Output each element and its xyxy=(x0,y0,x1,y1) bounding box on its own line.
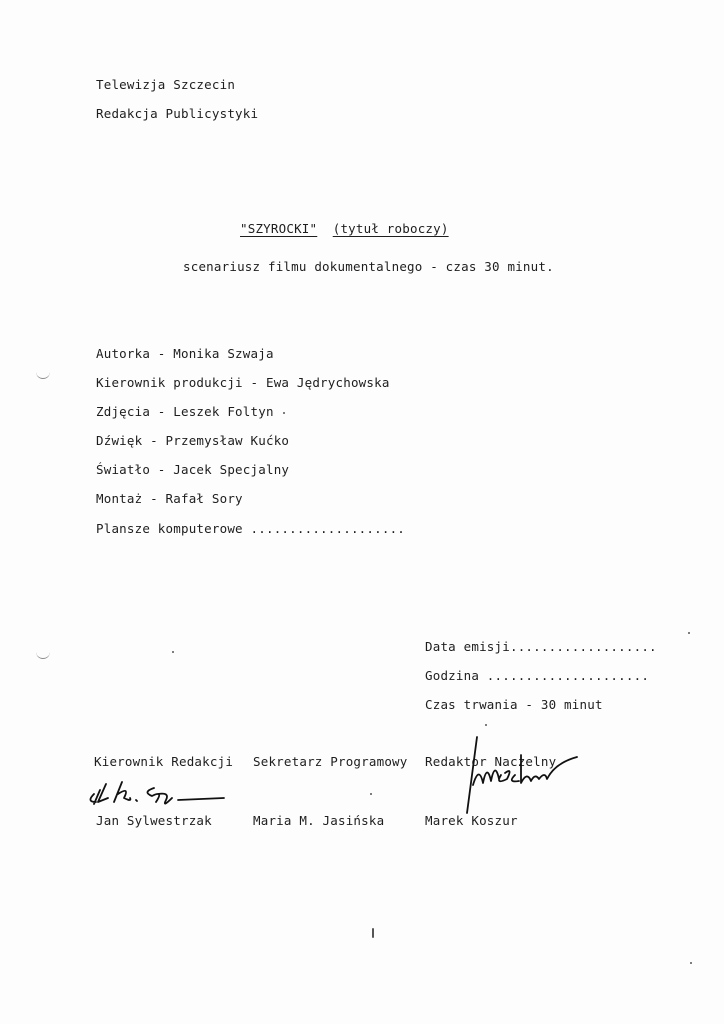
crew-item: Zdjęcia - Leszek Foltyn xyxy=(96,404,274,419)
editor-role: Redaktor Naczelny xyxy=(425,754,557,769)
crew-item: Światło - Jacek Specjalny xyxy=(96,462,290,477)
head-name: Jan Sylwestrzak xyxy=(96,813,212,828)
crew-item: Autorka - Monika Szwaja xyxy=(96,346,274,361)
station-name: Telewizja Szczecin xyxy=(96,77,236,92)
scan-speck xyxy=(370,793,372,795)
crew-item: Montaż - Rafał Sory xyxy=(96,491,243,506)
broadcast-duration: Czas trwania - 30 minut xyxy=(425,697,603,712)
editor-signature xyxy=(455,735,585,815)
crew-item: Kierownik produkcji - Ewa Jędrychowska xyxy=(96,375,390,390)
department-name: Redakcja Publicystyki xyxy=(96,106,259,121)
secretary-role: Sekretarz Programowy xyxy=(253,754,408,769)
scan-speck xyxy=(485,724,487,726)
scan-speck xyxy=(690,962,692,964)
scan-speck xyxy=(688,632,690,634)
punch-hole-mark xyxy=(36,370,50,379)
punch-hole-mark xyxy=(36,650,50,659)
film-title: "SZYROCKI" xyxy=(240,221,318,236)
broadcast-hour: Godzina ..................... xyxy=(425,668,650,683)
broadcast-date: Data emisji................... xyxy=(425,639,657,654)
secretary-name: Maria M. Jasińska xyxy=(253,813,385,828)
head-role: Kierownik Redakcji xyxy=(94,754,234,769)
crew-item: Plansze komputerowe .................... xyxy=(96,521,406,536)
head-signature xyxy=(84,772,234,812)
editor-name: Marek Koszur xyxy=(425,813,518,828)
document-subtitle: scenariusz filmu dokumentalnego - czas 30 minut. xyxy=(183,259,554,274)
scan-speck xyxy=(172,651,174,653)
crew-item: Dźwięk - Przemysław Kućko xyxy=(96,433,290,448)
scan-speck xyxy=(283,412,285,414)
working-title-note: (tytuł roboczy) xyxy=(332,221,449,236)
document-title xyxy=(240,221,449,236)
scan-speck xyxy=(372,928,374,938)
